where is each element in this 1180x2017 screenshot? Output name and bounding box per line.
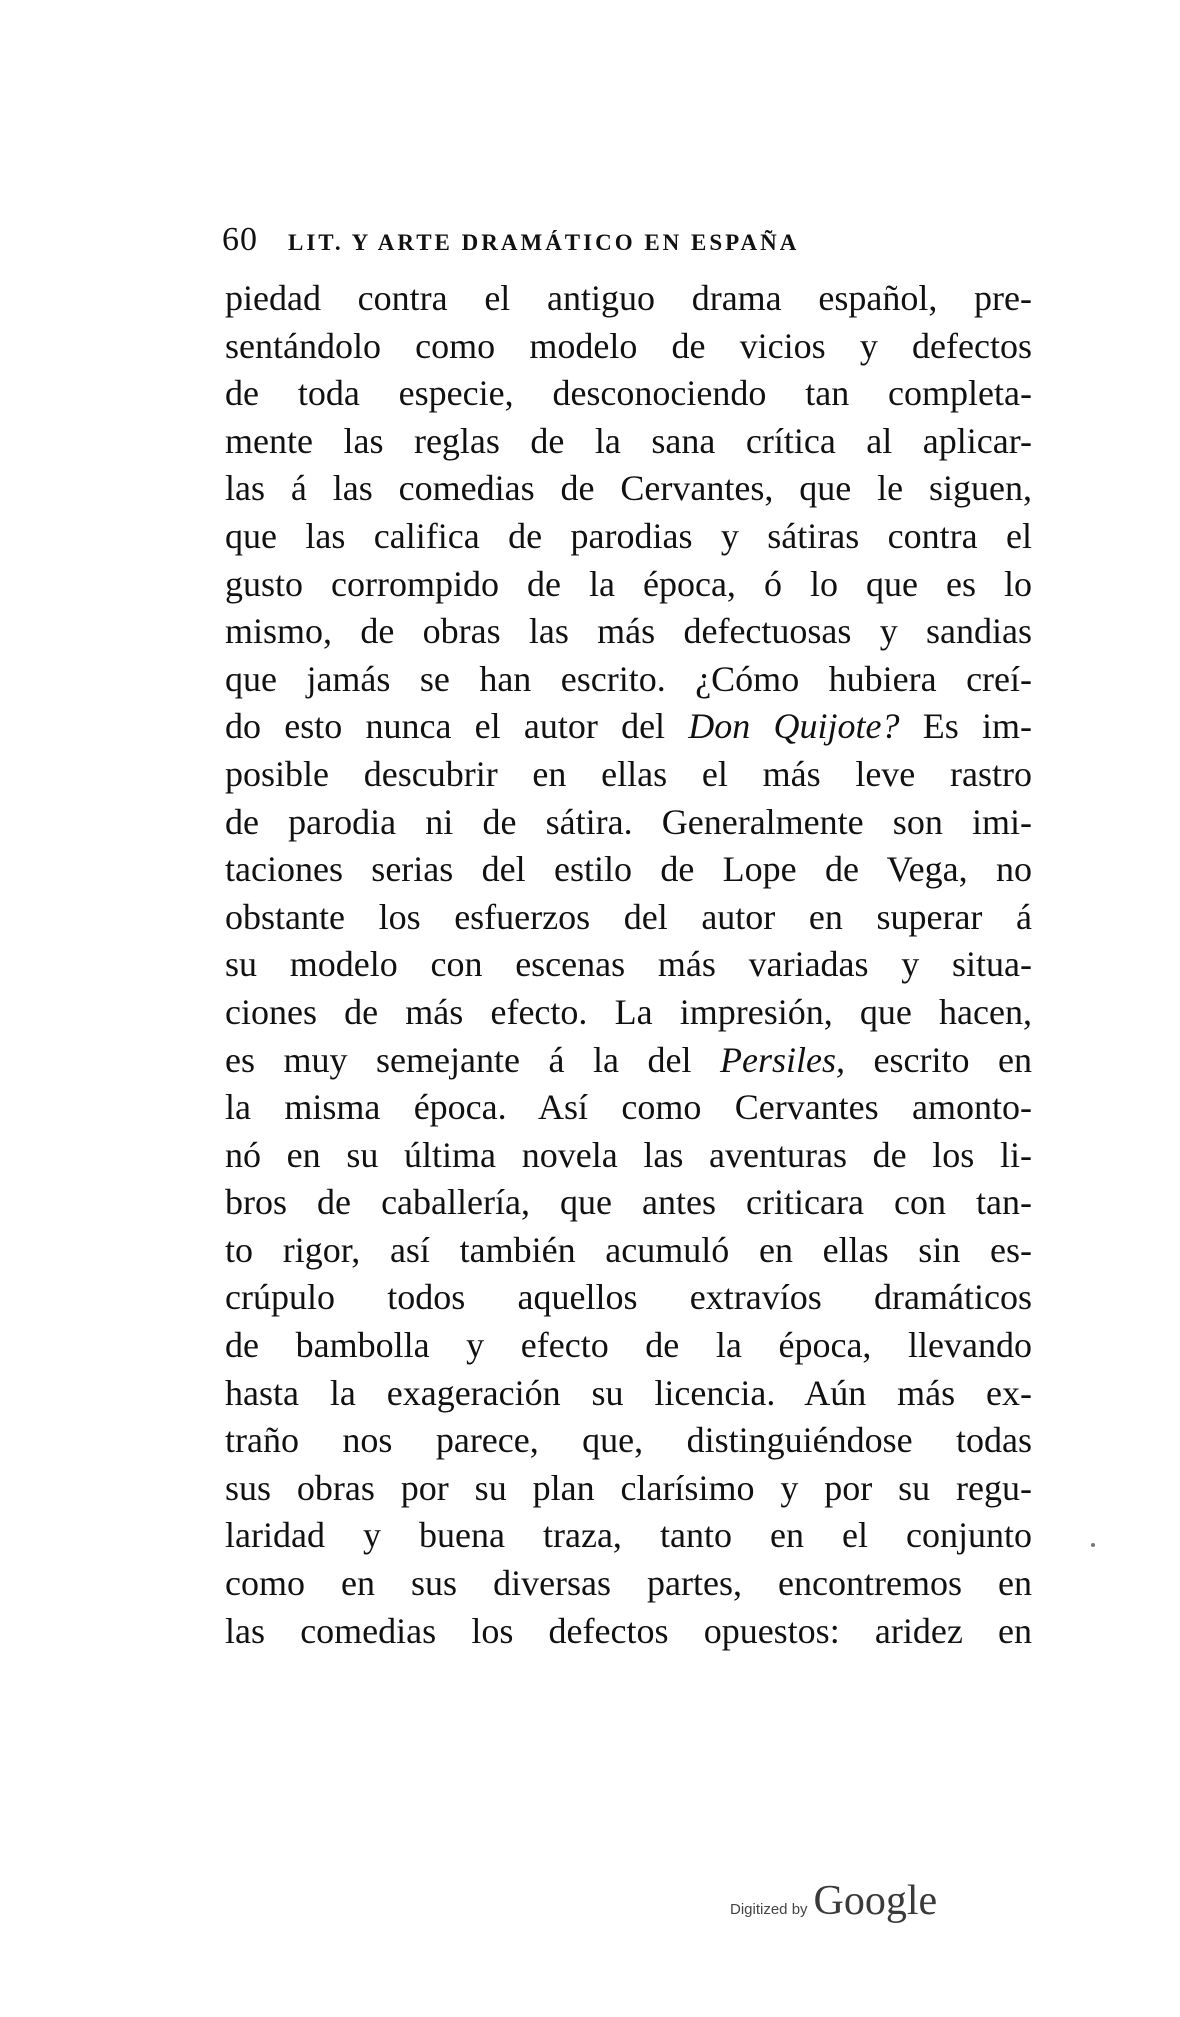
text-line: su modelo con escenas más variadas y situa-: [225, 944, 1032, 985]
text-line: de parodia ni de sátira. Generalmente son imi-: [225, 801, 1032, 842]
digitized-watermark: [730, 1877, 937, 1925]
text-line: obstante los esfuerzos del autor en superar á: [225, 896, 1032, 937]
text-line: de toda especie, desconociendo tan completa-: [225, 373, 1032, 414]
line-segment: do esto nunca el autor del: [225, 706, 689, 747]
text-line: sus obras por su plan clarísimo y por su regu-: [225, 1467, 1032, 1508]
text-line: hasta la exageración su licencia. Aún más ex-: [225, 1372, 1032, 1413]
page-number: 60: [222, 221, 258, 258]
text-line-with-italic: [225, 703, 1032, 751]
text-line: las comedias los defectos opuestos: aridez en: [225, 1610, 1032, 1651]
watermark-prefix: Digitized by: [730, 1901, 808, 1918]
scan-speck: [1091, 1543, 1095, 1547]
text-line-with-italic: [225, 1037, 1032, 1085]
italic-title: Persiles,: [720, 1039, 846, 1080]
text-line: mente las reglas de la sana crítica al aplicar-: [225, 420, 1032, 461]
text-line: laridad y buena traza, tanto en el conjunto: [225, 1515, 1032, 1556]
text-line: sentándolo como modelo de vicios y defectos: [225, 325, 1032, 366]
italic-title: Don Quijote?: [688, 706, 900, 747]
text-line: taciones serias del estilo de Lope de Vega, no: [225, 849, 1032, 890]
text-line: de bambolla y efecto de la época, llevando: [225, 1325, 1032, 1366]
body-text: [225, 275, 1032, 1655]
text-line: gusto corrompido de la época, ó lo que es lo: [225, 563, 1032, 604]
text-line: que jamás se han escrito. ¿Cómo hubiera creí-: [225, 658, 1032, 699]
text-line: nó en su última novela las aventuras de los li-: [225, 1134, 1032, 1175]
text-line: to rigor, así también acumuló en ellas sin es-: [225, 1229, 1032, 1270]
text-line: traño nos parece, que, distinguiéndose todas: [225, 1420, 1032, 1461]
line-segment: Es im-: [899, 706, 1032, 747]
text-line: que las califica de parodias y sátiras contra el: [225, 515, 1032, 556]
text-line: las á las comedias de Cervantes, que le siguen,: [225, 468, 1032, 509]
text-line: mismo, de obras las más defectuosas y sandias: [225, 611, 1032, 652]
watermark-logo: Google: [813, 1878, 938, 1924]
text-line: la misma época. Así como Cervantes amonto-: [225, 1087, 1032, 1128]
text-line: ciones de más efecto. La impresión, que hacen,: [225, 991, 1032, 1032]
line-segment: escrito en: [845, 1039, 1033, 1080]
text-line: posible descubrir en ellas el más leve rastro: [225, 753, 1032, 794]
text-line: crúpulo todos aquellos extravíos dramáticos: [225, 1277, 1032, 1318]
text-line: bros de caballería, que antes criticara con tan-: [225, 1182, 1032, 1223]
text-line: como en sus diversas partes, encontremos en: [225, 1563, 1032, 1604]
running-head: LIT. Y ARTE DRAMÁTICO EN ESPAÑA: [288, 230, 800, 255]
page-header: [222, 221, 982, 261]
text-line: piedad contra el antiguo drama español, pre-: [225, 278, 1032, 318]
line-segment: es muy semejante á la del: [225, 1039, 721, 1080]
